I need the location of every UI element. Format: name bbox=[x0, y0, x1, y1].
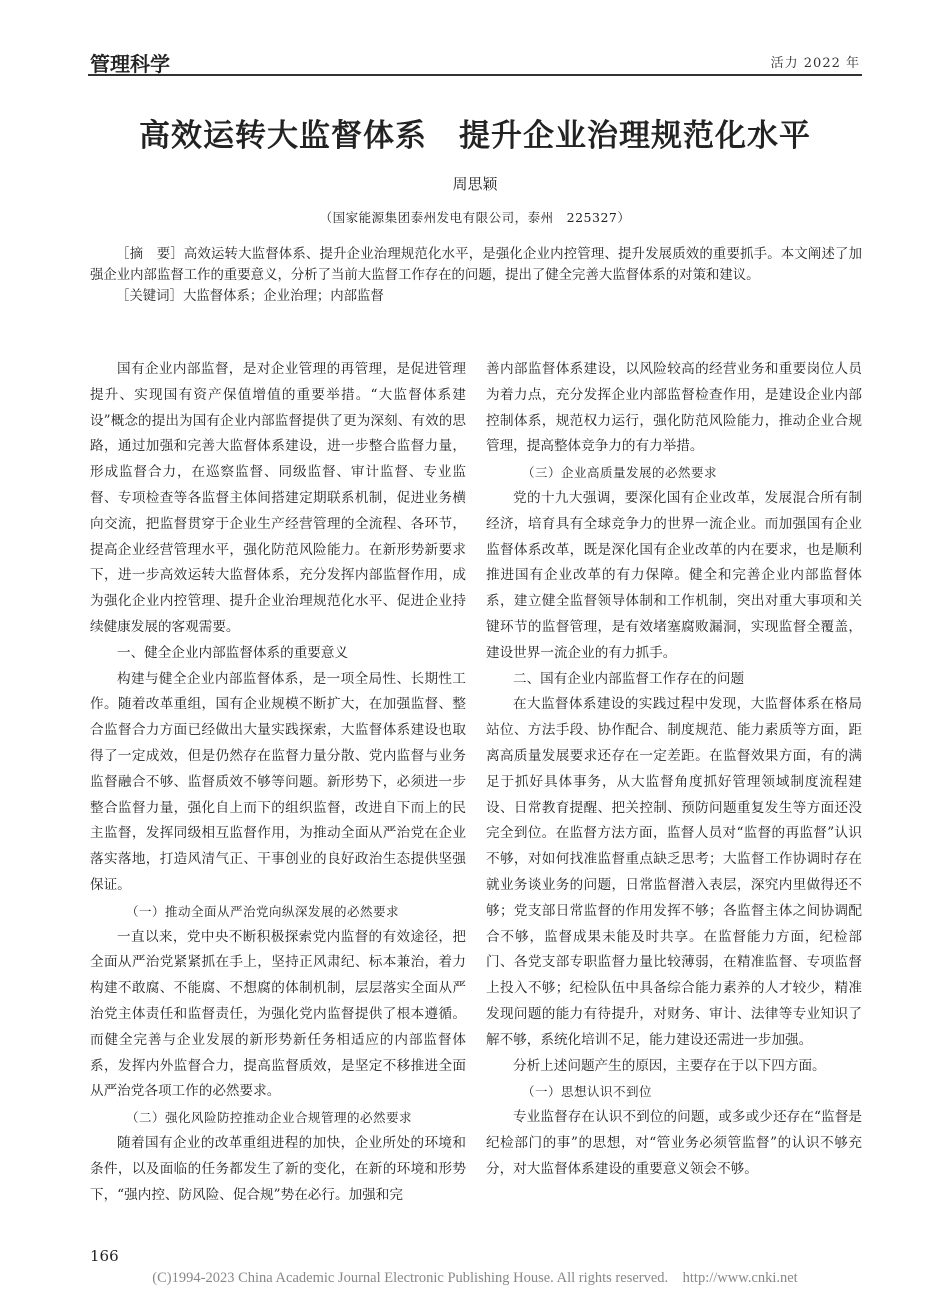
paragraph: 专业监督存在认识不到位的问题，或多或少还存在“监督是纪检部门的事”的思想，对“管业务必须管监督”的认识不够充分，对大监督体系建设的重要意义领会不够。 bbox=[486, 1109, 862, 1177]
issue-label: 活力 2022 年 bbox=[770, 56, 860, 71]
paragraph: 在大监督体系建设的实践过程中发现，大监督体系在格局站位、方法手段、协作配合、制度规范、能力素质等方面，距离高质量发展要求还存在一定差距。在监督效果方面，有的满足于抓好具体事务，从大监督角度抓好管理领域制度流程建设、日常教育提醒、把关控制、预防问题重复发生等方面还没完全到位。在监督方法方面，监督人员对“监督的再监督”认识不够，对如何找准监督重点缺乏思考；大监督工作协调时存在就业务谈业务的问题，日常监督潜入表层，深究内里做得还不够；党支部日常监督的作用发挥不够；各监督主体之间协调配合不够，监督成果未能及时共享。在监督能力方面，纪检部门、各党支部专职监督力量比较薄弱，在精准监督、专项监督上投入不够；纪检队伍中具备综合能力素养的人才较少，精准发现问题的能力有待提升，对财务、审计、法律等专业知识了解不够，系统化培训不足，能力建设还需进一步加强。 bbox=[486, 696, 862, 1048]
section-heading: 二、国有企业内部监督工作存在的问题 bbox=[513, 670, 745, 687]
subsection-heading: （一）思想认识不到位 bbox=[522, 1084, 653, 1100]
page-number: 166 bbox=[90, 1247, 119, 1265]
copyright-notice: (C)1994-2023 China Academic Journal Electronic Publishing House. All rights reserved. http://www.cnki.net bbox=[152, 1270, 798, 1286]
article-title: 高效运转大监督体系 提升企业治理规范化水平 bbox=[139, 118, 811, 154]
abstract-text: ［摘 要］高效运转大监督体系、提升企业治理规范化水平，是强化企业内控管理、提升发展质效的重要抓手。本文阐述了加强企业内部监督工作的重要意义，分析了当前大监督工作存在的问题，提出了健全完善大监督体系的对策和建议。 bbox=[90, 247, 862, 283]
paragraph: 国有企业内部监督，是对企业管理的再管理，是促进管理提升、实现国有资产保值增值的重要举措。“大监督体系建设”概念的提出为国有企业内部监督提供了更为深刻、有效的思路，通过加强和完善大监督体系建设，进一步整合监督力量，形成监督合力，在巡察监督、同级监督、审计监督、专业监督、专项检查等各监督主体间搭建定期联系机制，促进业务横向交流，把监督贯穿于企业生产经营管理的全流程、各环节，提高企业经营管理水平，强化防范风险能力。在新形势新要求下，进一步高效运转大监督体系，充分发挥内部监督作用，成为强化企业内控管理、提升企业治理规范化水平、促进企业持续健康发展的客观需要。 bbox=[90, 361, 466, 635]
paragraph: 分析上述问题产生的原因，主要存在于以下四方面。 bbox=[513, 1057, 826, 1074]
paragraph: 党的十九大强调，要深化国有企业改革，发展混合所有制经济，培育具有全球竞争力的世界一流企业。而加强国有企业监督体系改革，既是深化国有企业改革的内在要求，也是顺利推进国有企业改革的有力保障。健全和完善企业内部监督体系，建立健全监督领导体制和工作机制，突出对重大事项和关键环节的监督管理，是有效堵塞腐败漏洞，实现监督全覆盖，建设世界一流企业的有力抓手。 bbox=[486, 489, 862, 661]
subsection-heading: （三）企业高质量发展的必然要求 bbox=[522, 465, 718, 481]
header-divider bbox=[88, 74, 862, 76]
paragraph: 构建与健全企业内部监督体系，是一项全局性、长期性工作。随着改革重组，国有企业规模不断扩大，在加强监督、整合监督合力方面已经做出大量实践探索，大监督体系建设也取得了一定成效，但是仍然存在监督力量分散、党内监督与业务监督融合不够、监督质效不够等问题。新形势下，必须进一步整合监督力量，强化自上而下的组织监督，改进自下而上的民主监督，发挥同级相互监督作用，为推动全面从严治党在企业落实落地，打造风清气正、干事创业的良好政治生态提供坚强保证。 bbox=[90, 670, 466, 893]
right-column bbox=[486, 357, 862, 1183]
abstract-block bbox=[90, 244, 862, 307]
subsection-heading: （一）推动全面从严治党向纵深发展的必然要求 bbox=[126, 903, 400, 919]
paragraph: 一直以来，党中央不断积极探索党内监督的有效途径，把全面从严治党紧紧抓在手上，坚持正风肃纪、标本兼治，着力构建不敢腐、不能腐、不想腐的体制机制，层层落实全面从严治党主体责任和监督责任，为强化党内监督提供了根本遵循。而健全完善与企业发展的新形势新任务相适应的内部监督体系，发挥内外监督合力，提高监督质效，是坚定不移推进全面从严治党各项工作的必然要求。 bbox=[90, 928, 466, 1100]
section-heading: 一、健全企业内部监督体系的重要意义 bbox=[117, 644, 349, 661]
left-column bbox=[90, 357, 466, 1208]
paragraph: 随着国有企业的改革重组进程的加快，企业所处的环境和条件，以及面临的任务都发生了新的变化，在新的环境和形势下，“强内控、防风险、促合规”势在必行。加强和完 bbox=[90, 1134, 466, 1203]
paragraph: 善内部监督体系建设，以风险较高的经营业务和重要岗位人员为着力点，充分发挥企业内部监督检查作用，是建设企业内部控制体系，规范权力运行，强化防范风险能力，推动企业合规管理，提高整体竞争力的有力举措。 bbox=[486, 361, 862, 455]
keywords: ［关键词］大监督体系；企业治理；内部监督 bbox=[116, 289, 384, 304]
subsection-heading: （二）强化风险防控推动企业合规管理的必然要求 bbox=[126, 1110, 413, 1126]
author-affiliation: （国家能源集团泰州发电有限公司，泰州 225327） bbox=[319, 210, 631, 225]
journal-name: 管理科学 bbox=[90, 52, 170, 76]
author-name: 周思颖 bbox=[452, 175, 498, 193]
